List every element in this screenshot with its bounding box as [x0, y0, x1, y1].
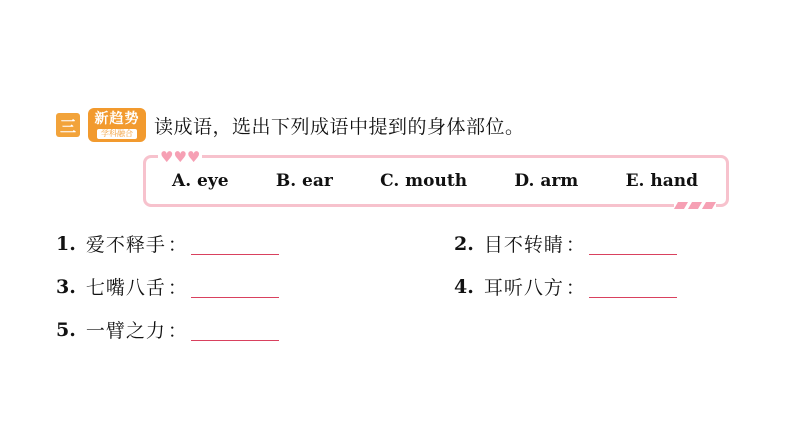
section-number-badge: 三	[56, 113, 80, 137]
question-colon: ：	[167, 277, 187, 299]
badge-main-label: 新趋势	[94, 111, 140, 127]
exercise-header	[56, 108, 525, 142]
question-number: 1.	[56, 232, 76, 255]
question-1	[56, 230, 279, 257]
option-e: E. hand	[625, 171, 698, 191]
question-2	[454, 230, 677, 257]
badge-sub-label: 学科融合	[97, 129, 137, 139]
options-row	[172, 158, 698, 204]
stripes-decoration	[674, 202, 716, 209]
answer-blank[interactable]	[589, 232, 677, 255]
options-box	[143, 148, 729, 207]
question-idiom: 七嘴八舌	[85, 277, 166, 299]
question-number: 5.	[56, 318, 76, 341]
answer-blank[interactable]	[589, 275, 677, 298]
stripe-shape	[688, 202, 702, 209]
question-colon: ：	[565, 277, 585, 299]
question-5	[56, 316, 279, 343]
question-idiom: 耳听八方	[483, 277, 564, 299]
question-number: 3.	[56, 275, 76, 298]
stripe-shape	[702, 202, 716, 209]
option-c: C. mouth	[380, 171, 468, 191]
answer-blank[interactable]	[191, 318, 279, 341]
option-b: B. ear	[275, 171, 333, 191]
question-number: 2.	[454, 232, 474, 255]
new-trend-badge	[88, 108, 146, 142]
heart-icon: ♥	[160, 148, 174, 166]
question-colon: ：	[167, 234, 187, 256]
question-4	[454, 273, 677, 300]
answer-blank[interactable]	[191, 232, 279, 255]
instruction-text: 读成语，选出下列成语中提到的身体部位。	[154, 115, 525, 138]
stripe-shape	[674, 202, 688, 209]
heart-icon: ♥	[186, 148, 201, 166]
option-d: D. arm	[514, 171, 579, 191]
question-idiom: 爱不释手	[85, 234, 166, 256]
question-3	[56, 273, 279, 300]
question-idiom: 目不转睛	[483, 234, 564, 256]
question-colon: ：	[167, 320, 187, 342]
question-colon: ：	[565, 234, 585, 256]
answer-blank[interactable]	[191, 275, 279, 298]
question-number: 4.	[454, 275, 474, 298]
heart-icon: ♥	[173, 148, 187, 166]
question-idiom: 一臂之力	[85, 320, 166, 342]
option-a: A. eye	[172, 171, 229, 191]
